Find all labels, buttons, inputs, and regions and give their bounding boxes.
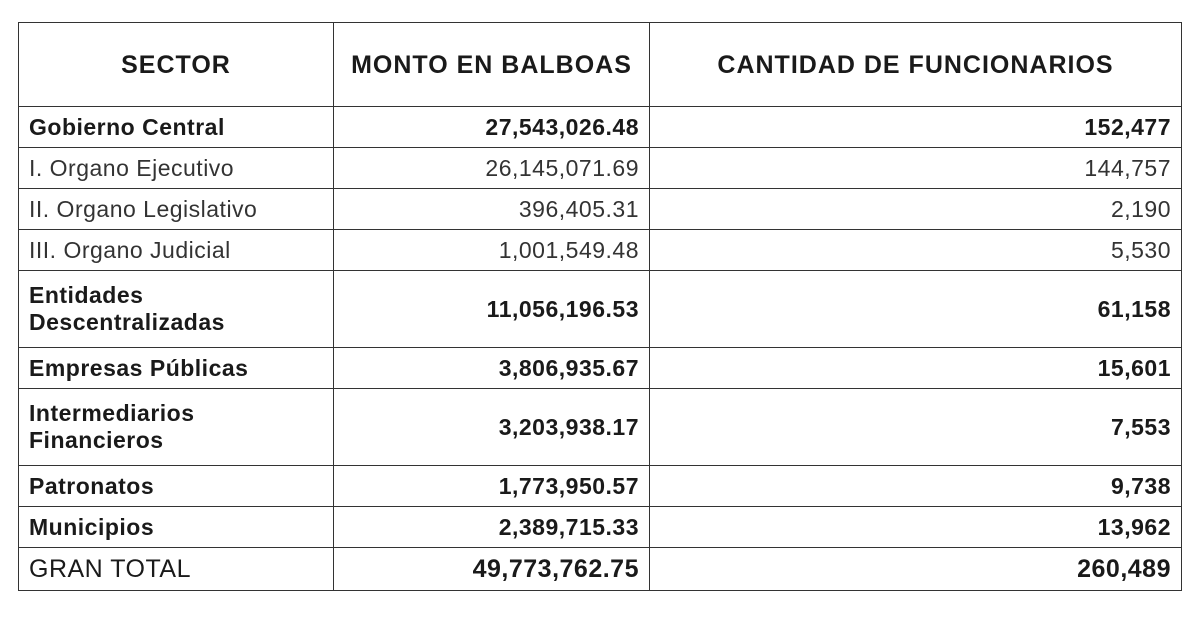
cantidad-cell: 144,757 (650, 148, 1182, 189)
sector-cell: Patronatos (19, 466, 334, 507)
sector-cell: Gobierno Central (19, 107, 334, 148)
total-cantidad: 260,489 (650, 548, 1182, 591)
header-cantidad: CANTIDAD DE FUNCIONARIOS (650, 23, 1182, 107)
salary-by-sector-table (18, 22, 1182, 591)
sector-cell: Empresas Públicas (19, 348, 334, 389)
cantidad-cell: 61,158 (650, 271, 1182, 348)
monto-cell: 1,773,950.57 (334, 466, 650, 507)
sector-cell: II. Organo Legislativo (19, 189, 334, 230)
table-row (19, 148, 1182, 189)
cantidad-cell: 15,601 (650, 348, 1182, 389)
monto-cell: 3,203,938.17 (334, 389, 650, 466)
table-header-row (19, 23, 1182, 107)
monto-cell: 396,405.31 (334, 189, 650, 230)
cantidad-cell: 152,477 (650, 107, 1182, 148)
table-row (19, 189, 1182, 230)
sector-cell: III. Organo Judicial (19, 230, 334, 271)
table-row (19, 348, 1182, 389)
cantidad-cell: 13,962 (650, 507, 1182, 548)
total-monto: 49,773,762.75 (334, 548, 650, 591)
monto-cell: 26,145,071.69 (334, 148, 650, 189)
monto-cell: 1,001,549.48 (334, 230, 650, 271)
monto-cell: 2,389,715.33 (334, 507, 650, 548)
cantidad-cell: 9,738 (650, 466, 1182, 507)
cantidad-cell: 7,553 (650, 389, 1182, 466)
table-row (19, 107, 1182, 148)
monto-cell: 11,056,196.53 (334, 271, 650, 348)
table-row (19, 507, 1182, 548)
table-row (19, 389, 1182, 466)
sector-cell: Intermediarios Financieros (19, 389, 334, 466)
sector-cell: Entidades Descentralizadas (19, 271, 334, 348)
grand-total-row (19, 548, 1182, 591)
table-row (19, 466, 1182, 507)
table-row (19, 230, 1182, 271)
header-monto: MONTO EN BALBOAS (334, 23, 650, 107)
monto-cell: 3,806,935.67 (334, 348, 650, 389)
cantidad-cell: 2,190 (650, 189, 1182, 230)
header-sector: SECTOR (19, 23, 334, 107)
sector-cell: I. Organo Ejecutivo (19, 148, 334, 189)
total-label: GRAN TOTAL (19, 548, 334, 591)
table-row (19, 271, 1182, 348)
monto-cell: 27,543,026.48 (334, 107, 650, 148)
sector-cell: Municipios (19, 507, 334, 548)
cantidad-cell: 5,530 (650, 230, 1182, 271)
